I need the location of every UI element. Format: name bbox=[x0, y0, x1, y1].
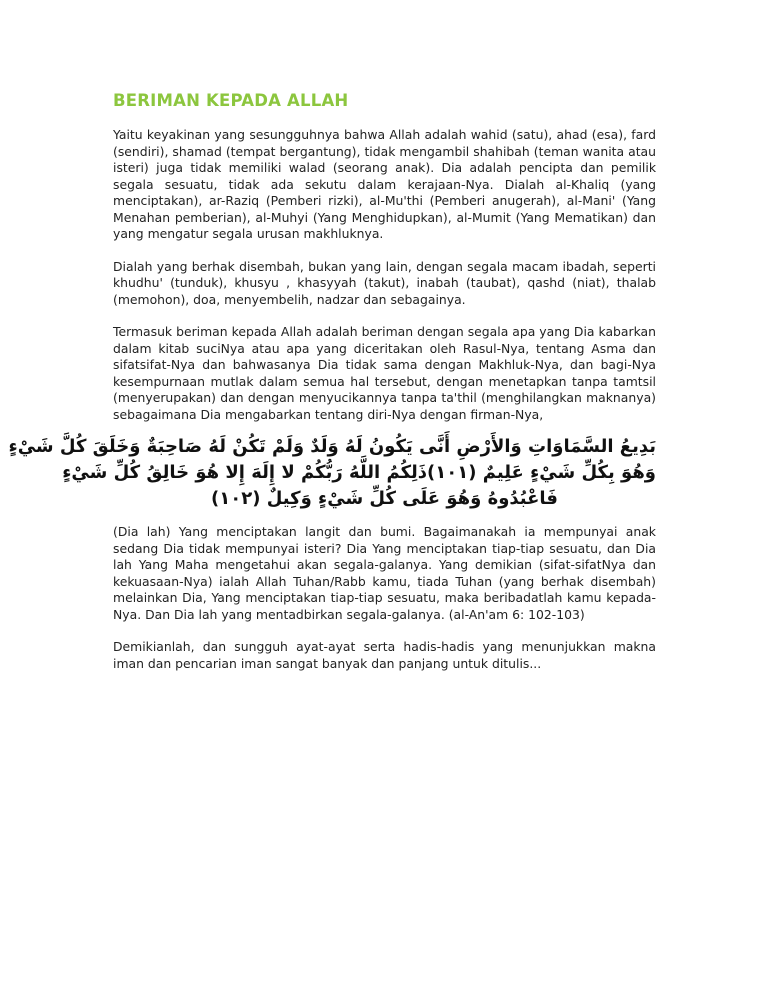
closing-paragraph: Demikianlah, dan sungguh ayat-ayat serta hadis-hadis yang menunjukkan makna iman dan pencarian iman sangat banyak dan panjang untuk ditulis... bbox=[113, 639, 656, 671]
verse-translation: (Dia lah) Yang menciptakan langit dan bumi. Bagaimanakah ia mempunyai anak sedang Dia tidak mempunyai isteri? Dia Yang menciptakan tiap-tiap sesuatu, dan Dia lah Yang Maha mengetahui akan segala-galanya. Yang demikian (sifat-sifatNya dan kekuasaan-Nya) ialah Allah Tuhan/Rabb kamu, tiada Tuhan (yang berhak disembah) melainkan Dia, Yang menciptakan tiap-tiap sesuatu, maka beribadatlah kamu kepada-Nya. Dan Dia lah yang mentadbirkan segala-galanya. (al-An'am 6: 102-103) bbox=[113, 524, 656, 622]
arabic-line-1: بَدِيعُ السَّمَاوَاتِ وَالأَرْضِ أَنَّى يَكُونُ لَهُ وَلَدٌ وَلَمْ تَكُنْ لَهُ صَاحِبَةٌ وَخَلَقَ كُلَّ شَيْءٍ bbox=[8, 436, 656, 457]
arabic-line-3: فَاعْبُدُوهُ وَهُوَ عَلَى كُلِّ شَيْءٍ وَكِيلٌ (١٠٢) bbox=[211, 488, 558, 509]
paragraph-worship: Dialah yang berhak disembah, bukan yang lain, dengan segala macam ibadah, seperti khudhu' (tunduk), khusyu , khasyyah (takut), inabah (taubat), qashd (niat), thalab (memohon), doa, menyembelih, nadzar dan sebagainya. bbox=[113, 258, 656, 307]
paragraph-definition: Yaitu keyakinan yang sesungguhnya bahwa Allah adalah wahid (satu), ahad (esa), fard (sendiri), shamad (tempat bergantung), tidak mengambil shahibah (teman wanita atau isteri) juga tidak memiliki walad (seorang anak). Dia adalah pencipta dan pemilik segala sesuatu, tidak ada sekutu dalam kerajaan-Nya. Dialah al-Khaliq (yang menciptakan), ar-Raziq (Pemberi rizki), al-Mu'thi (Pemberi anugerah), al-Mani' (Yang Menahan pemberian), al-Muhyi (Yang Menghidupkan), al-Mumit (Yang Mematikan) dan yang mengatur segala urusan makhluknya. bbox=[113, 127, 656, 241]
arabic-line-2: وَهُوَ بِكُلِّ شَيْءٍ عَلِيمٌ (١٠١)ذَلِكُمُ اللَّهُ رَبُّكُمْ لا إِلَهَ إِلا هُوَ خَالِقُ كُلِّ شَيْءٍ bbox=[62, 462, 656, 483]
quran-verse-arabic bbox=[8, 434, 656, 512]
paragraph-names-attributes: Termasuk beriman kepada Allah adalah beriman dengan segala apa yang Dia kabarkan dalam kitab suciNya atau apa yang diceritakan oleh Rasul-Nya, tentang Asma dan sifatsifat-Nya dan bahwasanya Dia tidak sama dengan Makhluk-Nya, dan bagi-Nya kesempurnaan mutlak dalam semua hal tersebut, dengan menetapkan tanpa tamtsil (menyerupakan) dan dengan menyucikannya tanpa ta'thil (menghilangkan maknanya) sebagaimana Dia mengabarkan tentang diri-Nya dengan firman-Nya, bbox=[113, 324, 656, 422]
document-title: BERIMAN KEPADA ALLAH bbox=[113, 91, 349, 110]
document-page bbox=[8, 88, 656, 672]
